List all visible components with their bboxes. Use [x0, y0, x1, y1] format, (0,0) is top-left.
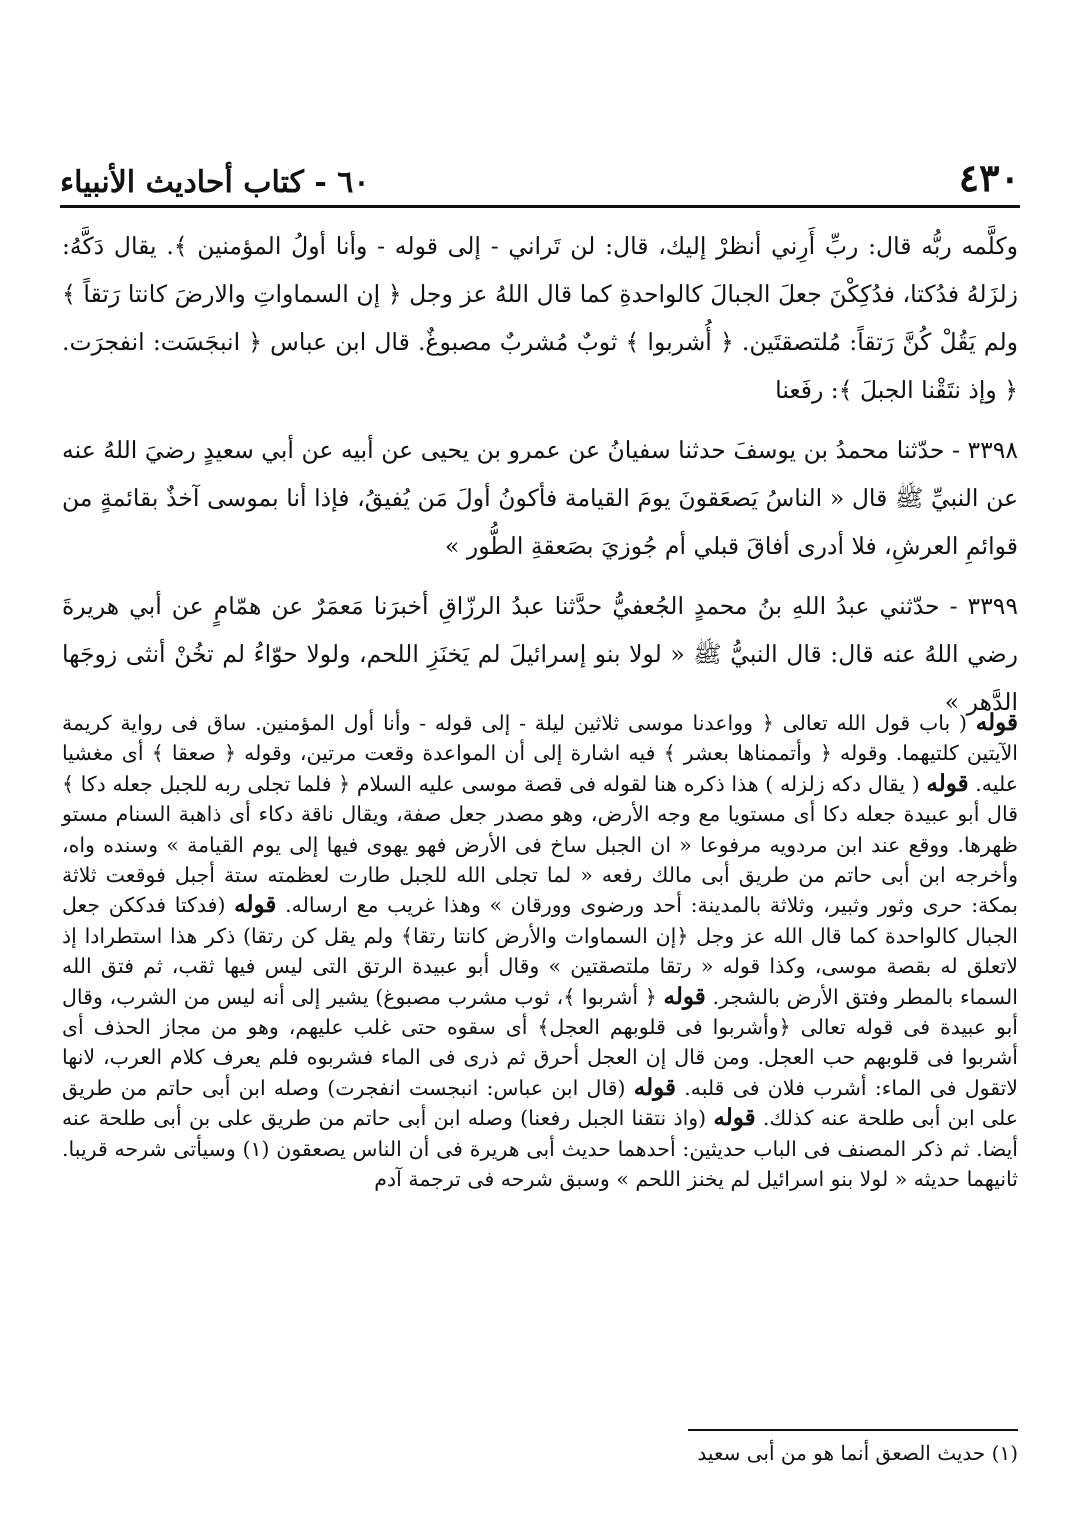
commentary-text: ( باب قول الله تعالى ﴿ وواعدنا موسى ثلاثين ليلة - إلى قوله - وأنا أول المؤمنين. ساق فى رواية كريمة الآيتين كلتيهما. وقوله ﴿ وأتممناها بعشر ﴾ فيه اشارة إلى أن المواعدة وقعت مرتين، وقوله ﴿ صعقا ﴾ أى مغشيا عليه.: [62, 711, 1018, 796]
main-text: [62, 222, 1018, 726]
hadith-3399: ٣٣٩٩ - حدّثني عبدُ اللهِ بنُ محمدٍ الجُعفيُّ حدَّثنا عبدُ الرزّاقِ أخبرَنا مَعمَرٌ عن همّامٍ عن أبي هريرةَ رضي اللهُ عنه قال: قال النبيُّ ﷺ « لولا بنو إسرائيلَ لم يَخنَزِ اللحم، ولولا حوّاءُ لم تخُنْ أنثى زوجَها الدَّهر »: [62, 592, 1018, 716]
matn-paragraph: وكلَّمه ربُّه قال: ربِّ أَرِني أنظرْ إليك، قال: لن تَراني - إلى قوله - وأنا أولُ المؤمنين ﴾. يقال دَكَّهُ: زلزَلهُ فدُكتا، فدُكِكْنَ جعلَ الجبالَ كالواحدةِ كما قال اللهُ عز وجل ﴿ إن السماواتِ والارضَ كانتا رَتقاً ﴾ ولم يَقُلْ كُنَّ رَتقاً: مُلتصقتَين. ﴿ أُشربوا ﴾ ثوبٌ مُشربٌ مصبوغٌ. قال ابن عباس ﴿ انبجَسَت: انفجرَت. ﴿ وإذ نتَقْنا الجبلَ ﴾: رفَعنا: [62, 232, 1019, 404]
commentary-keyword: قوله: [713, 1104, 756, 1132]
commentary-keyword: قوله: [926, 769, 969, 797]
commentary-text: (واذ نتقنا الجبل رفعنا) وصله ابن أبى حاتم من طريق على بن أبى طلحة عنه أيضا. ثم ذكر المصنف فى الباب حديثين: أحدهما حديث أبى هريرة فى أن الناس يصعقون (١) وسيأتى شرحه قريبا. ثانيهما حديثه « لولا بنو اسرائيل لم يخنز اللحم » وسبق شرحه فى ترجمة آدم: [62, 1106, 1019, 1192]
commentary-text: (فدكتا فدككن جعل الجبال كالواحدة كما قال الله عز وجل ﴿إن السماوات والأرض كانتا رتقا﴾ ولم يقل كن رتقا) ذكر هذا استطرادا إذ لاتعلق له بقصة موسى، وكذا قوله « رتقا ملتصقتين » وقال أبو عبيدة الرتق التى ليس فيها ثقب، ثم فتق الله السماء بالمطر وفتق الأرض بالشجر.: [62, 893, 1018, 1009]
chapter-title: ٦٠ - كتاب أحاديث الأنبياء: [60, 165, 370, 200]
commentary-keyword: قوله: [663, 982, 706, 1010]
commentary-text: ﴿ أشربوا ﴾، ثوب مشرب مصبوغ) يشير إلى أنه ليس من الشرب، وقال أبو عبيدة فى قوله تعالى ﴿وأشربوا فى قلوبهم العجل﴾ أى سقوه حتى غلب عليهم، وهو من مجاز الحذف أى أشربوا فى قلوبهم حب العجل. ومن قال إن العجل أحرق ثم ذرى فى الماء فشربوه فلم يعرف كلام العرب، لانها لاتقول فى الماء: أشرب فلان فى قلبه.: [62, 984, 1018, 1100]
commentary-paragraph: [62, 708, 1018, 1195]
commentary-keyword: قوله: [975, 709, 1018, 736]
header-rule: [60, 205, 1020, 208]
commentary-keyword: قوله: [234, 891, 277, 919]
commentary-text: (قال ابن عباس: انبجست انفجرت) وصله ابن أبى حاتم من طريق على ابن أبى طلحة عنه كذلك.: [62, 1075, 1018, 1131]
commentary-text: ( يقال دكه زلزله ) هذا ذكره هنا لقوله فى قصة موسى عليه السلام ﴿ فلما تجلى ربه للجبل جعله دكا ﴾ قال أبو عبيدة جعله دكا أى مستويا مع وجه الأرض، وهو مصدر جعل صفة، ويقال ناقة دكاء أى ذاهبة السنام مستو ظهرها. ووقع عند ابن مردويه مرفوعا « ان الجبل ساخ فى الأرض فهو يهوى فيها إلى يوم القيامة » وسنده واه، وأخرجه ابن أبى حاتم من طريق أبى مالك رفعه « لما تجلى الله للجبل طارت لعظمته ستة أجبل فوقعت ثلاثة بمكة: حرى وثور وثبير، وثلاثة بالمدينة: أحد ورضوى وورقان » وهذا غريب مع ارساله.: [62, 771, 1018, 918]
footnote: (١) حديث الصعق أنما هو من أبى سعيد: [697, 1441, 1018, 1465]
footnote-rule: [688, 1429, 1018, 1431]
page-number: ٤٣٠: [958, 155, 1020, 200]
commentary-keyword: قوله: [633, 1073, 676, 1101]
commentary-section: [62, 708, 1018, 1195]
hadith-3398: ٣٣٩٨ - حدّثنا محمدُ بن يوسفَ حدثنا سفيانُ عن عمرو بن يحيى عن أبيه عن أبي سعيدٍ رضيَ اللهُ عنه عن النبيِّ ﷺ قال « الناسُ يَصعَقونَ يومَ القيامة فأكونُ أولَ مَن يُفيقُ، فإذا أنا بموسى آخذٌ بقائمةٍ من قوائمِ العرشِ، فلا أدرى أفاقَ قبلي أم جُوزيَ بصَعقةِ الطُّور »: [62, 436, 1018, 560]
page-header: [60, 150, 1020, 200]
